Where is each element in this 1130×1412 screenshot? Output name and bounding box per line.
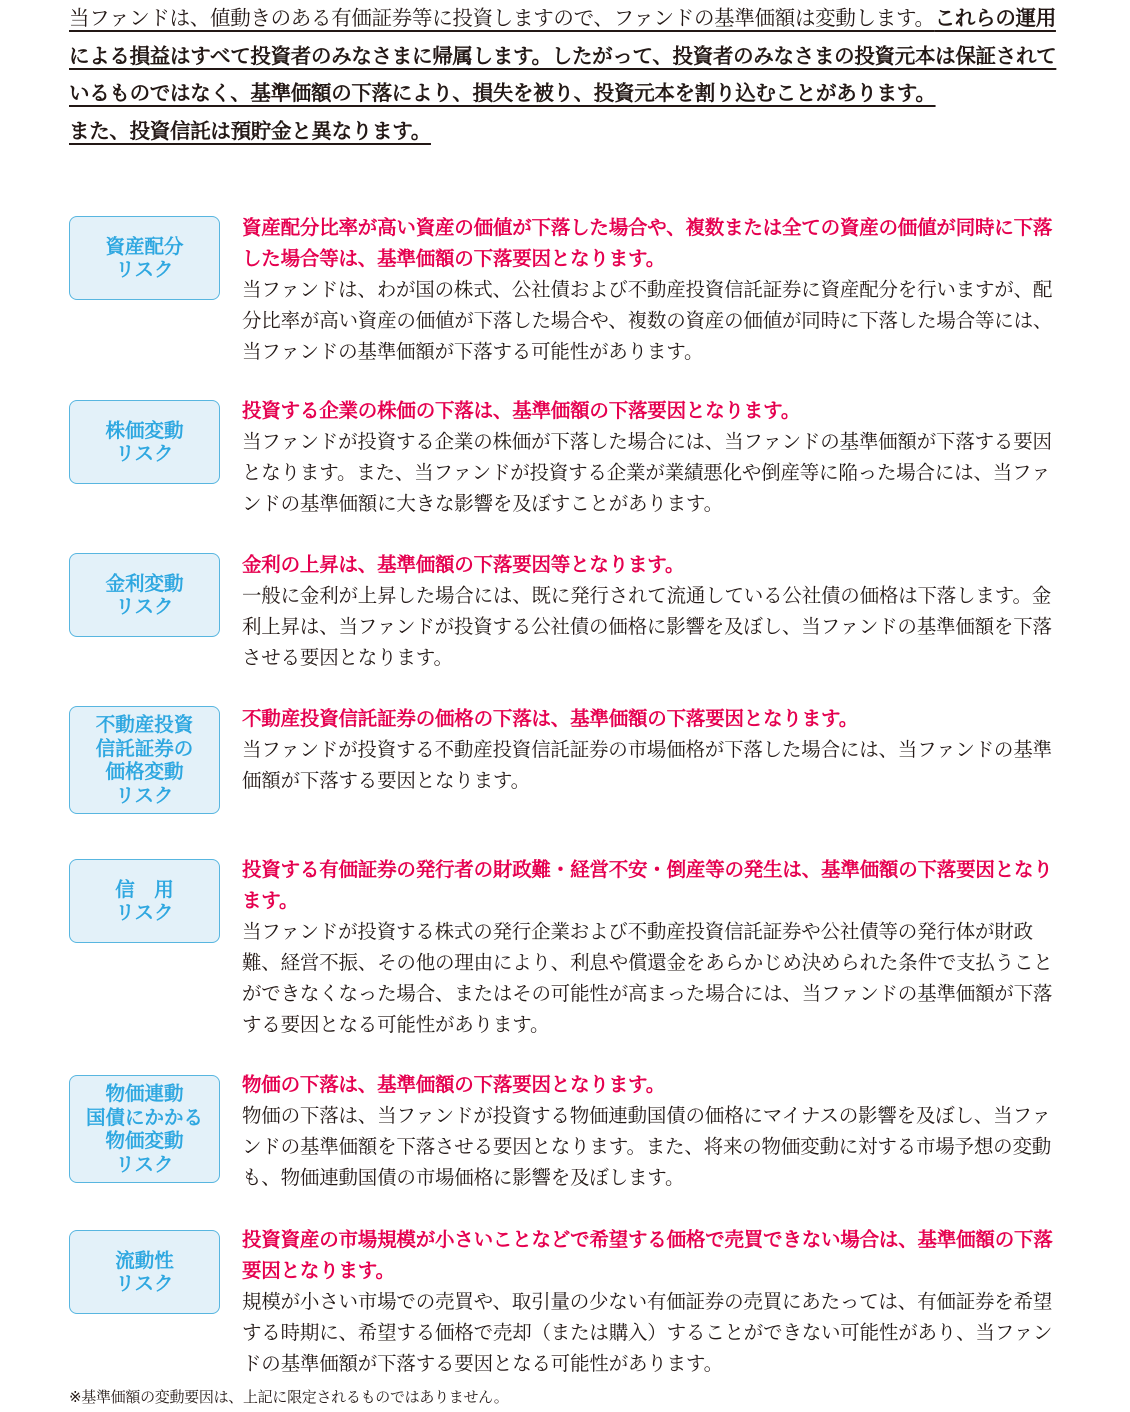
risk-description	[242, 549, 1064, 673]
risk-label: 物価連動 国債にかかる 物価変動 リスク	[69, 1075, 220, 1183]
risk-label: 流動性 リスク	[69, 1230, 220, 1314]
risk-label: 不動産投資 信託証券の 価格変動 リスク	[69, 706, 220, 814]
risk-description	[242, 854, 1064, 1040]
intro	[69, 0, 1064, 150]
risk-label: 株価変動 リスク	[69, 400, 220, 484]
risk-body: 当ファンドが投資する企業の株価が下落した場合には、当ファンドの基準価額が下落する要因となります。また、当ファンドが投資する企業が業績悪化や倒産等に陥った場合には、当ファンドの基準価額に大きな影響を及ぼすことがあります。	[242, 430, 1052, 515]
risk-body: 当ファンドが投資する株式の発行企業および不動産投資信託証券や公社債等の発行体が財政難、経営不振、その他の理由により、利息や償還金をあらかじめ決められた条件で支払うことができなくなった場合、またはその可能性が高まった場合には、当ファンドの基準価額が下落する要因となる可能性があります。	[242, 920, 1053, 1036]
risk-headline: 物価の下落は、基準価額の下落要因となります。	[242, 1073, 666, 1096]
intro-line1: 当ファンドは、値動きのある有価証券等に投資しますので、ファンドの基準価額は変動します。	[69, 6, 935, 30]
risk-body: 規模が小さい市場での売買や、取引量の少ない有価証券の売買にあたっては、有価証券を希望する時期に、希望する価格で売却（または購入）することができない可能性があり、当ファンドの基準価額が下落する要因となる可能性があります。	[242, 1290, 1053, 1375]
risk-description	[242, 212, 1064, 367]
risk-headline: 投資する有価証券の発行者の財政難・経営不安・倒産等の発生は、基準価額の下落要因となります。	[242, 858, 1053, 912]
risk-description	[242, 1224, 1064, 1379]
risk-headline: 金利の上昇は、基準価額の下落要因等となります。	[242, 553, 685, 576]
risk-headline: 投資資産の市場規模が小さいことなどで希望する価格で売買できない場合は、基準価額の下落要因となります。	[242, 1228, 1053, 1282]
risk-headline: 不動産投資信託証券の価格の下落は、基準価額の下落要因となります。	[242, 707, 859, 730]
intro-emphasis: これらの運用による損益はすべて投資者のみなさまに帰属します。したがって、投資者のみなさまの投資元本は保証されているものではなく、基準価額の下落により、損失を被り、投資元本を割り込むことがあります。	[69, 6, 1057, 105]
risk-headline: 投資する企業の株価の下落は、基準価額の下落要因となります。	[242, 399, 801, 422]
risk-label: 信 用 リスク	[69, 859, 220, 943]
risk-description	[242, 395, 1064, 519]
footnote: ※基準価額の変動要因は、上記に限定されるものではありません。	[69, 1388, 509, 1406]
risk-headline: 資産配分比率が高い資産の価値が下落した場合や、複数または全ての資産の価値が同時に下落した場合等は、基準価額の下落要因となります。	[242, 216, 1053, 270]
risk-body: 当ファンドは、わが国の株式、公社債および不動産投資信託証券に資産配分を行いますが、配分比率が高い資産の価値が下落した場合や、複数の資産の価値が同時に下落した場合等には、当ファンドの基準価額が下落する可能性があります。	[242, 278, 1053, 363]
risk-body: 一般に金利が上昇した場合には、既に発行されて流通している公社債の価格は下落します。金利上昇は、当ファンドが投資する公社債の価格に影響を及ぼし、当ファンドの基準価額を下落させる要因となります。	[242, 584, 1052, 669]
risk-label: 資産配分 リスク	[69, 216, 220, 300]
risk-body: 当ファンドが投資する不動産投資信託証券の市場価格が下落した場合には、当ファンドの基準価額が下落する要因となります。	[242, 738, 1052, 792]
risk-label: 金利変動 リスク	[69, 553, 220, 637]
risk-description	[242, 1069, 1064, 1193]
risk-description	[242, 703, 1064, 796]
intro-line2: また、投資信託は預貯金と異なります。	[69, 118, 431, 143]
intro-paragraph	[69, 0, 1064, 113]
risk-body: 物価の下落は、当ファンドが投資する物価連動国債の価格にマイナスの影響を及ぼし、当ファンドの基準価額を下落させる要因となります。また、将来の物価変動に対する市場予想の変動も、物価連動国債の市場価格に影響を及ぼします。	[242, 1104, 1052, 1189]
